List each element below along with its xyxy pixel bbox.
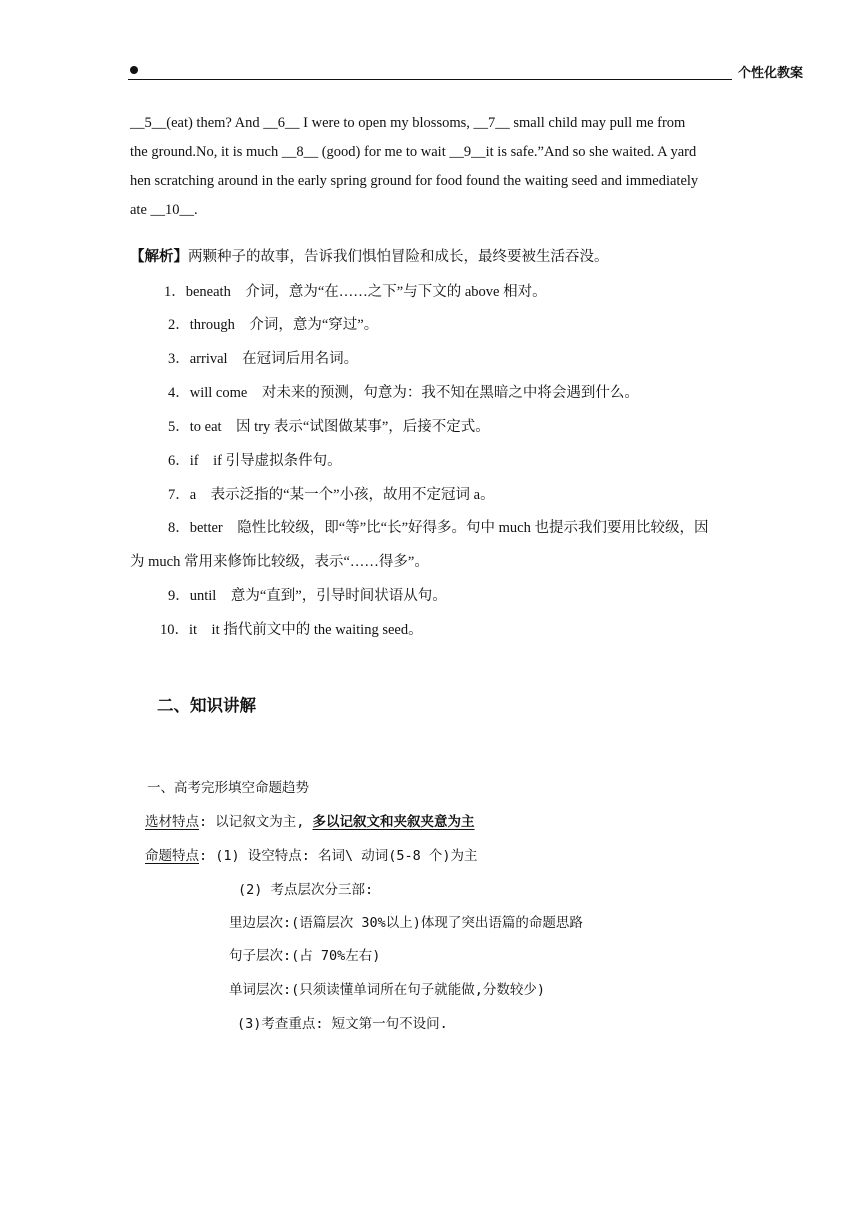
material-row [145, 813, 475, 831]
material-emphasis: 多以记叙文和夹叙夹意为主 [312, 814, 475, 830]
analysis-item: 8．better 隐性比较级，即“等”比“长”好得多。句中 much 也提示我们要用比较级，因 [168, 520, 709, 536]
analysis-item: 10．it it 指代前文中的 the waiting seed。 [160, 622, 423, 638]
topic-line: (2) 考点层次分三部: [238, 882, 374, 898]
section-heading: 二、知识讲解 [157, 696, 256, 715]
material-label: 选材特点 [145, 814, 199, 830]
passage-line: __5__(eat) them? And __6__ I were to open my blossoms, __7__ small child may pull me from [130, 115, 686, 131]
analysis-intro-text: 两颗种子的故事，告诉我们惧怕冒险和成长，最终要被生活吞没。 [188, 249, 609, 265]
passage-line: hen scratching around in the early spring ground for food found the waiting seed and immediately [130, 173, 699, 189]
bullet-dot-icon [130, 66, 138, 74]
analysis-item: 6．if if 引导虚拟条件句。 [168, 453, 342, 469]
analysis-item: 7．a 表示泛指的“某一个”小孩，故用不定冠词 a。 [168, 487, 495, 503]
page-header [128, 60, 804, 84]
topic-line: 单词层次:(只须读懂单词所在句子就能做,分数较少) [229, 982, 546, 998]
topic-line: 句子层次:(占 70%左右) [229, 948, 381, 964]
analysis-item: 4．will come 对未来的预测，句意为：我不知在黑暗之中将会遇到什么。 [168, 385, 639, 401]
analysis-item: 5．to eat 因 try 表示“试图做某事”，后接不定式。 [168, 419, 490, 435]
topic-line: 里边层次:(语篇层次 30%以上)体现了突出语篇的命题思路 [229, 915, 583, 931]
topic-row [145, 847, 478, 865]
analysis-item: 2．through 介词，意为“穿过”。 [168, 317, 379, 333]
analysis-item: 1．beneath 介词，意为“在……之下”与下文的 above 相对。 [164, 284, 547, 300]
topic-line: (3)考查重点: 短文第一句不设问. [237, 1016, 448, 1032]
analysis-item: 为 much 常用来修饰比较级，表示“……得多”。 [130, 554, 429, 570]
passage-line: the ground.No, it is much __8__ (good) for me to wait __9__it is safe.”And so she waited. A yard [130, 144, 697, 160]
analysis-item: 3．arrival 在冠词后用名词。 [168, 351, 359, 367]
topic-sep: : [199, 848, 216, 864]
topic-label: 命题特点 [145, 848, 199, 864]
material-sep: : [199, 814, 216, 830]
header-title: 个性化教案 [738, 66, 804, 81]
material-text: 以记叙文为主, [215, 814, 313, 830]
passage-line: ate __10__. [130, 202, 198, 218]
subheading: 一、高考完形填空命题趋势 [147, 780, 309, 796]
analysis-label: 【解析】 [130, 249, 188, 265]
analysis-intro [130, 248, 609, 266]
topic-line: (1) 设空特点: 名词\ 动词(5-8 个)为主 [215, 848, 478, 864]
header-rule [128, 79, 732, 80]
analysis-item: 9．until 意为“直到”，引导时间状语从句。 [168, 588, 447, 604]
